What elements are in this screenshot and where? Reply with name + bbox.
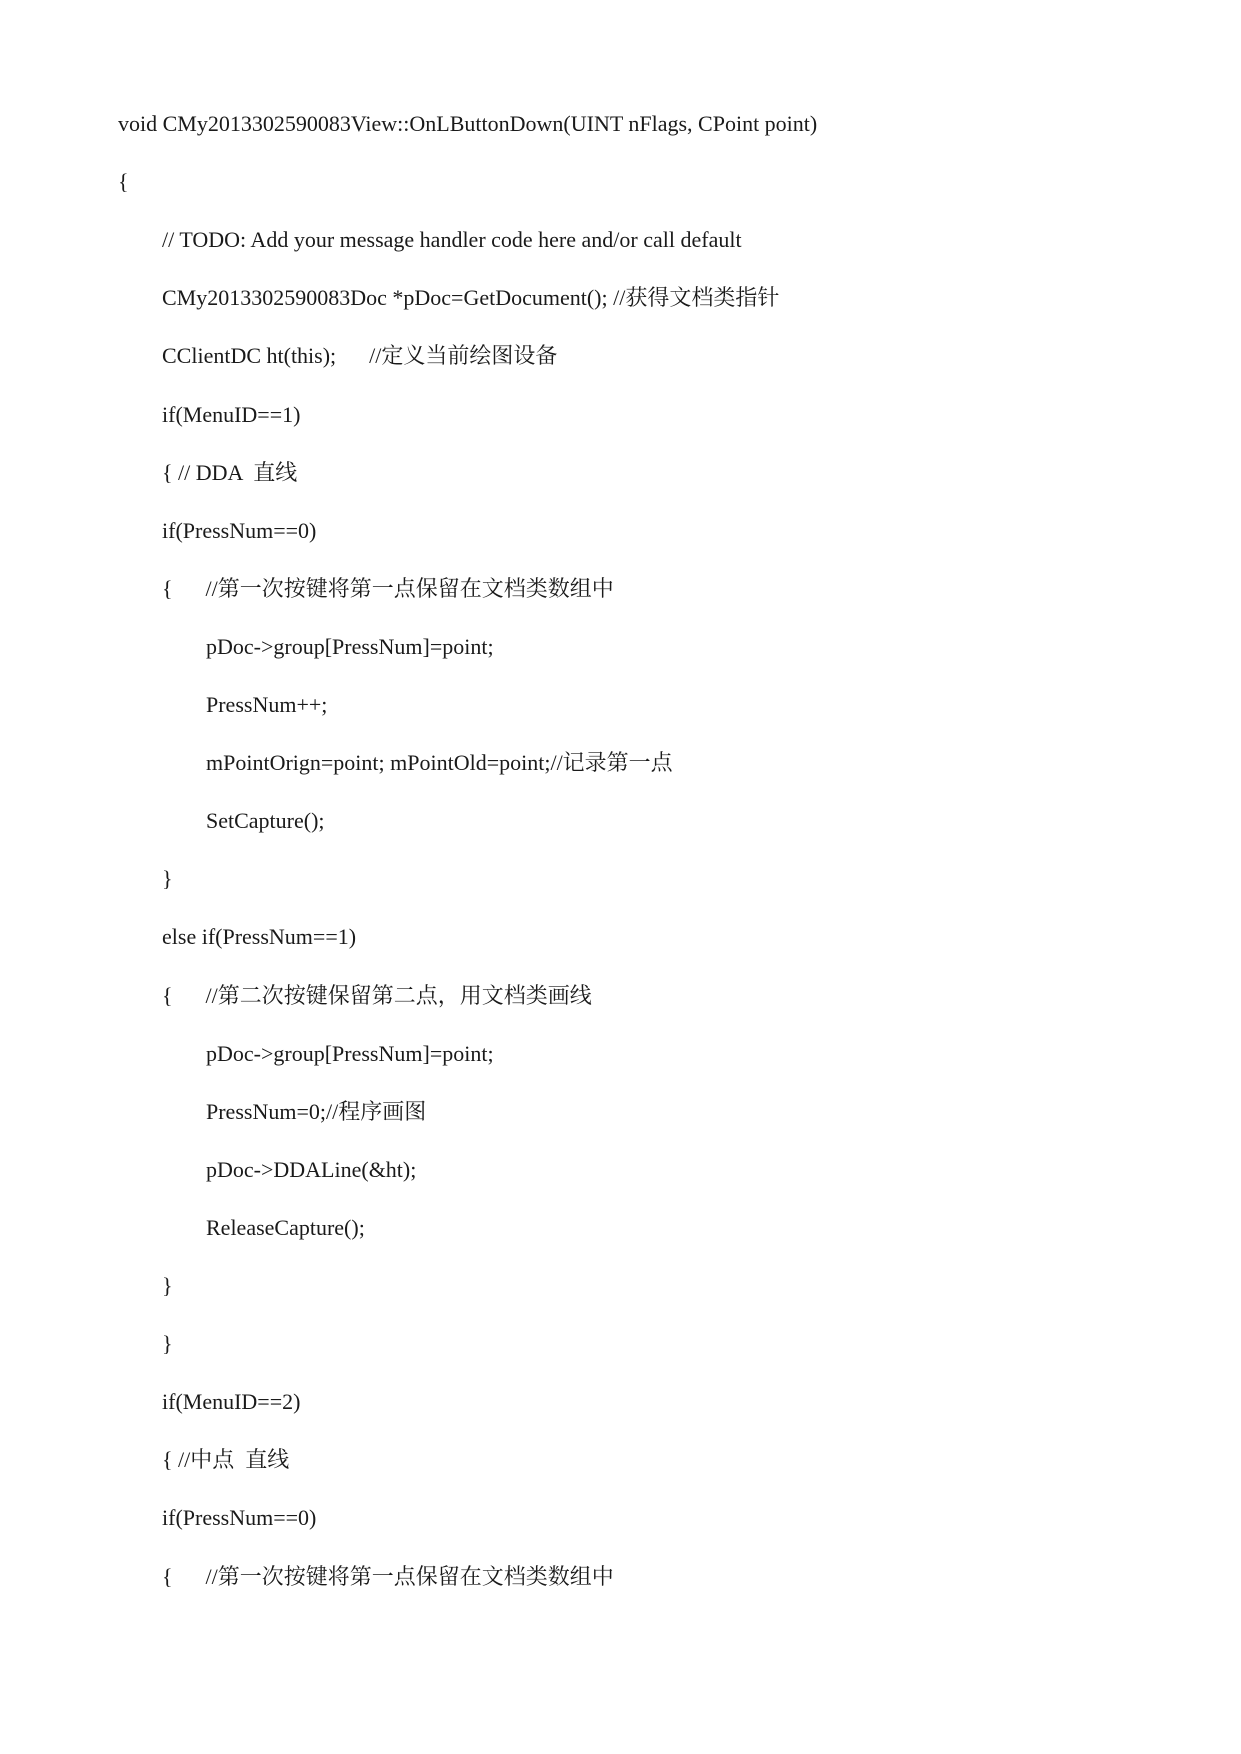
code-line: CClientDC ht(this); //定义当前绘图设备 xyxy=(162,343,558,369)
code-line: PressNum=0;//程序画图 xyxy=(206,1098,427,1124)
code-line: if(MenuID==1) xyxy=(162,401,301,427)
code-line: PressNum++; xyxy=(206,692,328,717)
code-line: { //第一次按键将第一点保留在文档类数组中 xyxy=(162,1563,614,1589)
code-line: { //中点 直线 xyxy=(162,1447,290,1473)
code-line: { xyxy=(118,169,129,195)
code-line: void CMy2013302590083View::OnLButtonDown(UINT nFlags, CPoint point) xyxy=(118,111,818,136)
code-line: if(PressNum==0) xyxy=(162,517,317,543)
code-line: pDoc->group[PressNum]=point; xyxy=(206,633,494,659)
code-line: { //第二次按键保留第二点，用文档类画线 xyxy=(162,982,592,1008)
code-line: } xyxy=(162,1273,173,1298)
code-line: else if(PressNum==1) xyxy=(162,924,357,950)
code-line: ReleaseCapture(); xyxy=(206,1214,365,1240)
code-line: SetCapture(); xyxy=(206,808,325,834)
code-line: if(MenuID==2) xyxy=(162,1389,301,1415)
code-line: if(PressNum==0) xyxy=(162,1505,317,1531)
code-line: // TODO: Add your message handler code here and/or call default xyxy=(162,227,742,253)
code-line: } xyxy=(162,1331,173,1357)
code-line: pDoc->DDALine(&ht); xyxy=(206,1156,417,1182)
code-line: } xyxy=(162,866,173,892)
code-line: { // DDA 直线 xyxy=(162,459,298,485)
code-line: { //第一次按键将第一点保留在文档类数组中 xyxy=(162,575,614,601)
code-line: mPointOrign=point; mPointOld=point;//记录第一点 xyxy=(206,750,673,776)
code-line: pDoc->group[PressNum]=point; xyxy=(206,1040,494,1066)
code-line: CMy2013302590083Doc *pDoc=GetDocument(); //获得文档类指针 xyxy=(162,285,780,311)
